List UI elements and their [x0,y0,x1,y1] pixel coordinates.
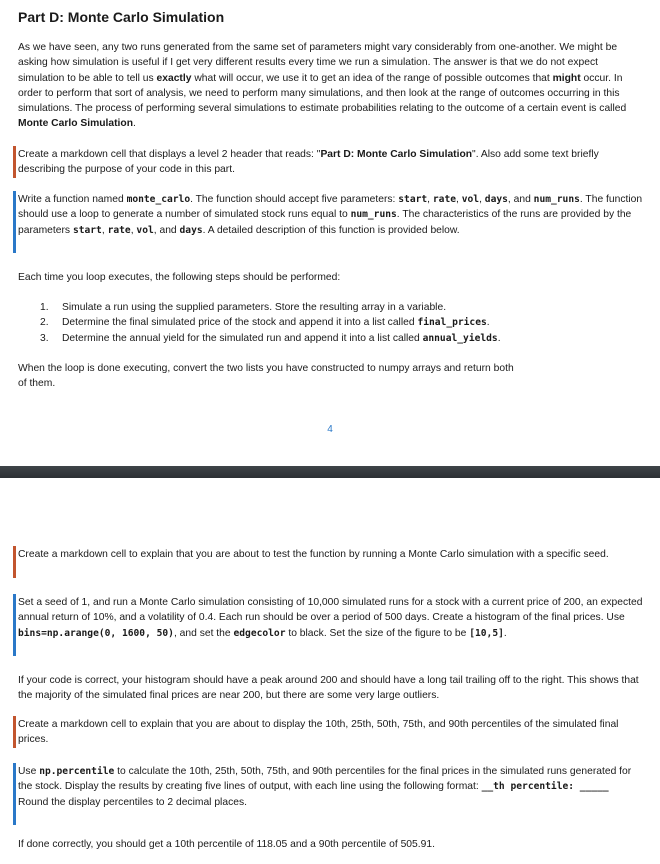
intro-text: what will occur, we use it to get an idea of the range of possible outcomes that [191,72,553,84]
histogram-note: If your code is correct, your histogram should have a peak around 200 and should have a long tail trailing off to the right. This shows that the majority of the simulated final prices are near 200, but there are some very large outliers. [18,675,639,702]
code-param: days [484,194,508,205]
markdown-task-bar [13,146,16,178]
task-text: . The characteristics of the runs are provided by the parameters [18,209,632,236]
task-text: . [503,627,507,639]
task-text: . The function should accept five parameters: [190,194,399,205]
code-param: num_runs [533,194,580,205]
task-markdown-test: Create a markdown cell to explain that you are about to test the function by running a Monte Carlo simulation with a specific seed. [18,549,609,560]
task-text: , and set the [173,627,234,639]
loop-done-text: When the loop is done executing, convert the two lists you have constructed to numpy arrays and return both of them. [18,363,514,390]
code-param: vol [461,194,480,205]
code-param: num_runs [350,209,397,221]
intro-bold: Monte Carlo Simulation [18,118,133,130]
steps-list [40,300,640,346]
page-number: 4 [327,424,333,435]
intro-text: occur. In order to perform that sort of analysis, we need to perform many simulations, and then look at the range of outcomes occurring in this simulations. The process of performing several simulations to estimate probabilities relating to the outcome of a certain event is called [18,72,627,115]
task-text: Create a markdown cell that displays a level 2 header that reads: " [18,149,321,160]
intro-bold: might [552,72,581,84]
task-text: , [479,194,485,205]
page-separator [0,466,660,478]
step-text: Determine the final simulated price of the stock and append it into a list called [62,317,418,329]
task-text: Write a function named [18,194,127,205]
markdown-task-bar [13,546,16,578]
task-text: to black. Set the size of the figure to be [285,627,470,639]
task-run-simulation [18,595,646,641]
task-write-function [18,192,646,238]
task-bold: Part D: Monte Carlo Simulation [320,149,473,160]
task-text: Use [18,766,40,777]
code-param: days [179,224,203,236]
task-text: ". Also add some text briefly describing the purpose of your code in this part. [18,149,599,176]
task-text: , [130,224,137,236]
code-final-prices: final_prices [417,317,487,329]
code-edgecolor: edgecolor [233,627,286,639]
task-text: Round the display percentiles to 2 decimal places. [18,796,247,808]
task-percentiles [18,764,646,810]
list-item [40,315,640,330]
intro-bold: exactly [156,72,192,84]
step-text: Simulate a run using the supplied parameters. Store the resulting array in a variable. [62,302,447,313]
markdown-task-bar [13,716,16,748]
intro-text: . [133,118,136,130]
code-param: vol [136,224,154,236]
task-text: . The function should use a loop to generate a number of simulated stock runs equal to [18,194,643,221]
code-annual-yields: annual_yields [422,332,498,344]
list-item [40,300,640,315]
code-task-bar [13,594,16,656]
step-number: 3. [40,332,49,344]
task-text: , and [153,224,180,236]
task-text: to calculate the 10th, 25th, 50th, 75th, and 90th percentiles for the final prices in the simulated runs generated for the stock. Display the results by creating five lines of output, with each line using the following format: [18,766,632,793]
list-item [40,331,640,346]
step-text: Determine the annual yield for the simulated run and append it into a list called [62,332,423,344]
step-number: 2. [40,317,49,329]
task-text: . A detailed description of this function is provided below. [202,224,460,236]
task-text: , [456,194,462,205]
task-markdown-percentiles: Create a markdown cell to explain that you are about to display the 10th, 25th, 50th, 75th, and 90th percentiles of the simulated final prices. [18,719,619,746]
task-text: , [101,224,108,236]
code-monte-carlo: monte_carlo [126,194,191,205]
code-param: rate [107,224,131,236]
code-param: rate [432,194,456,205]
code-bins: bins=np.arange(0, 1600, 50) [18,627,174,639]
code-figsize: [10,5] [469,627,504,639]
step-number: 1. [40,302,49,313]
intro-text: As we have seen, any two runs generated from the same set of parameters might vary considerably from one-another. We might be asking how simulation is useful if I get very different results every time we run a simulation. The answer is that we do not expect simulation to be able to tell us [18,42,618,84]
code-param: start [398,194,428,205]
task-text: , and [507,194,534,205]
part-title: Part D: Monte Carlo Simulation [18,9,225,25]
code-task-bar [13,191,16,253]
code-format: __th percentile: _____ [481,781,609,793]
loop-intro: Each time you loop executes, the following steps should be performed: [18,272,341,283]
step-text: . [497,332,501,344]
percentile-note: If done correctly, you should get a 10th percentile of 118.05 and a 90th percentile of 505.91. [18,839,435,850]
code-np-percentile: np.percentile [39,766,115,777]
page-2 [0,478,660,864]
task-text: , [427,194,433,205]
task-text: Set a seed of 1, and run a Monte Carlo simulation consisting of 10,000 simulated runs for a stock with a current price of 200, an expected annual return of 10%, and a volatility of 0.4. Each run should be over a period of 500 days. Create a histogram of the final prices. Use [18,597,643,624]
intro-paragraph [18,40,646,132]
step-text: . [486,317,490,329]
task-markdown-header [18,147,646,178]
code-task-bar [13,763,16,825]
code-param: start [72,224,102,236]
